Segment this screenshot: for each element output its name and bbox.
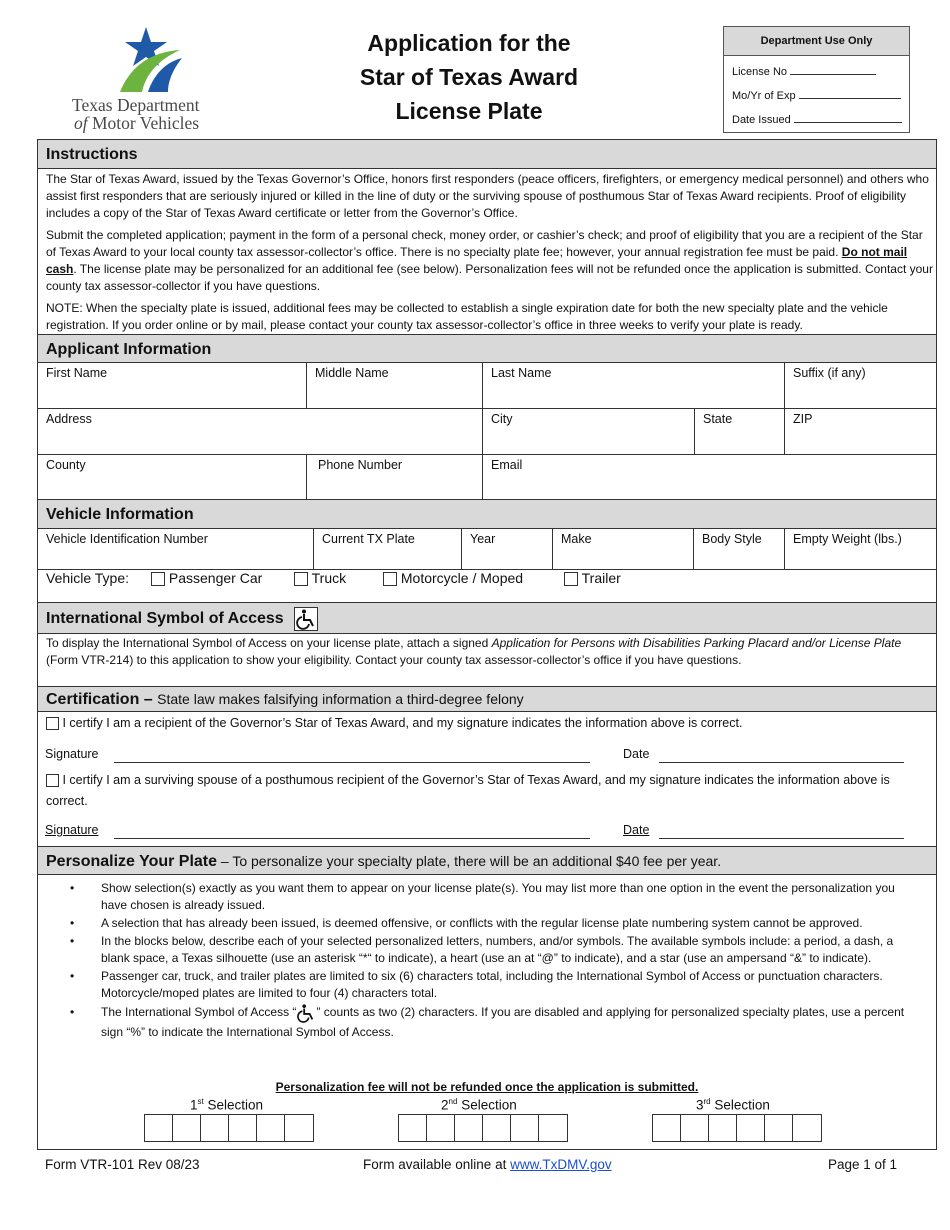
page-title [310,26,628,128]
phone-field[interactable] [307,455,483,500]
trailer-checkbox[interactable] [564,572,578,586]
bullet5-b: ” counts as two (2) characters. If you are disabled and applying for personalized specialty plates, use a percent sign “%” to indicate the International Symbol of Access. [101,1005,905,1039]
char-box[interactable] [145,1115,173,1141]
form-number: Form VTR-101 Rev 08/23 [45,1157,200,1172]
date-issued-label: Date Issued [732,114,791,126]
sel3-text: Selection [714,1097,770,1113]
char-box[interactable] [229,1115,257,1141]
char-box[interactable] [427,1115,455,1141]
phone-label: Phone Number [318,458,403,472]
cert1-row[interactable] [46,716,742,730]
char-box[interactable] [173,1115,201,1141]
title-line3: License Plate [395,98,543,124]
logo-line2: Motor Vehicles [92,113,200,133]
certification-title: Certification [46,691,140,708]
signature1-line[interactable] [114,762,590,763]
cert1-checkbox[interactable] [46,717,59,730]
char-box[interactable] [483,1115,511,1141]
instructions-p2b: . The license plate may be personalized for an additional fee (see below). Personalization fees will not be refunded once the application is submitted. Contact your county tax assessor-collector if you have questions. [46,262,933,293]
isa-text [46,635,906,669]
sel3-num: 3 [696,1097,704,1113]
form-available-text: Form available online at [363,1157,511,1172]
char-box[interactable] [455,1115,483,1141]
char-box[interactable] [539,1115,567,1141]
bullet-item: • A selection that has already been issued, is deemed offensive, or conflicts with the regular license plate numbering system cannot be approved. [70,915,920,932]
personalize-dash: – [217,853,233,869]
selection2-label [441,1097,517,1113]
isa-text-b: (Form VTR-214) to this application to show your eligibility. Contact your county tax assessor-collector’s office if you have questions. [46,653,742,667]
truck-label: Truck [311,570,347,586]
make-field[interactable] [553,529,694,570]
state-field[interactable] [695,409,785,455]
bullet-item [70,1003,920,1042]
selection1-label [190,1097,263,1113]
mo-yr-exp-label: Mo/Yr of Exp [732,90,796,102]
passenger-car-label: Passenger Car [168,570,263,586]
vehicle-type-label: Vehicle Type: [46,570,130,586]
state-label: State [703,412,733,426]
char-box[interactable] [511,1115,539,1141]
star-logo-icon [70,22,230,94]
passenger-car-checkbox[interactable] [151,572,165,586]
body-style-label: Body Style [702,532,762,546]
date1-line[interactable] [659,762,904,763]
char-box[interactable] [653,1115,681,1141]
certification-dash: – [139,691,158,708]
title-line2: Star of Texas Award [359,64,579,90]
selection3-boxes[interactable] [652,1114,822,1142]
motorcycle-checkbox[interactable] [383,572,397,586]
wheelchair-icon [294,607,318,631]
current-plate-field[interactable] [314,529,462,570]
first-name-label: First Name [46,366,108,380]
last-name-field[interactable] [483,363,785,409]
instructions-p2a: Submit the completed application; payment in the form of a personal check, money order, or cashier’s check; and proof of eligibility that you are a recipient of the Star of Texas Award to your local county tax assessor-collector’s office. There is no specialty plate fee; however, your annual registration fee must be paid. [46,228,923,259]
form-available [363,1157,612,1172]
city-label: City [491,412,513,426]
date2-label: Date [623,823,650,837]
first-name-field[interactable] [38,363,307,409]
date2-line[interactable] [659,838,904,839]
vehicle-heading [38,499,936,529]
logo-of: of [74,113,88,133]
refund-notice: Personalization fee will not be refunded once the application is submitted. [275,1080,699,1094]
sel1-text: Selection [207,1097,264,1113]
empty-weight-field[interactable] [785,529,936,570]
certification-sub: State law makes falsifying information a third-degree felony [157,691,524,707]
cert2-row[interactable] [46,770,926,812]
char-box[interactable] [765,1115,793,1141]
char-box[interactable] [681,1115,709,1141]
char-box[interactable] [737,1115,765,1141]
address-field[interactable] [38,409,483,455]
trailer-label: Trailer [581,570,621,586]
county-field[interactable] [38,455,307,500]
year-label: Year [470,532,496,546]
make-label: Make [561,532,592,546]
isa-form-name: Application for Persons with Disabilities Parking Placard and/or License Plate [491,636,902,650]
middle-name-label: Middle Name [315,366,389,380]
body-style-field[interactable] [694,529,785,570]
last-name-label: Last Name [491,366,552,380]
vehicle-type-passenger[interactable] [151,570,262,586]
sel2-sup: nd [448,1097,458,1106]
vin-field[interactable] [38,529,314,570]
vehicle-type-motorcycle[interactable] [383,570,523,586]
char-box[interactable] [257,1115,285,1141]
suffix-field[interactable] [785,363,936,409]
selection3-label [696,1097,770,1113]
empty-weight-label: Empty Weight (lbs.) [793,532,902,546]
middle-name-field[interactable] [307,363,483,409]
sel2-num: 2 [441,1097,449,1113]
bullet-item: • Passenger car, truck, and trailer plates are limited to six (6) characters total, including the International Symbol of Access or punctuation characters. Motorcycle/moped plates are limited to four (4) characters total. [70,968,920,1002]
char-box[interactable] [201,1115,229,1141]
cert1-text: I certify I am a recipient of the Governor’s Star of Texas Award, and my signature indicates the information above is correct. [62,716,743,730]
signature2-label: Signature [45,823,99,837]
title-line1: Application for the [367,30,571,56]
instructions-heading [38,139,936,169]
do-not-mail-cash: Do not mail cash [46,245,908,276]
instructions-p3: NOTE: When the specialty plate is issued, additional fees may be collected to establish a single expiration date for both the new specialty plate and the vehicle registration. If you order online or by mail, please contact your county tax assessor-collector’s office in three weeks to verify your plate is ready. [46,301,888,332]
wheelchair-icon [296,1003,316,1023]
city-field[interactable] [483,409,695,455]
char-box[interactable] [709,1115,737,1141]
char-box[interactable] [285,1115,313,1141]
vehicle-type-truck[interactable] [294,570,346,586]
sel3-sup: rd [703,1097,711,1106]
page-number: Page 1 of 1 [828,1157,898,1172]
sel1-num: 1 [190,1097,198,1113]
personalize-heading [38,846,936,875]
signature1-label: Signature [45,747,99,761]
personalize-sub: To personalize your specialty plate, there will be an additional $40 fee per year. [232,853,722,869]
certification-heading [38,686,936,712]
logo-line1: Texas Department [72,95,200,115]
license-no-field[interactable] [790,65,876,75]
department-use-box [723,26,910,133]
vin-label: Vehicle Identification Number [46,532,208,546]
sel2-text: Selection [461,1097,517,1113]
vehicle-title: Vehicle Information [46,506,194,523]
cert2-checkbox[interactable] [46,774,59,787]
zip-field[interactable] [785,409,936,455]
instructions-p1: The Star of Texas Award, issued by the Texas Governor’s Office, honors first responders (peace officers, firefighters, or emergency medical personnel) and others who assist first responders that are seriously injured or killed in the line of duty or the surviving spouse of posthumous Star of Texas Award recipients. Proof of eligibility includes a copy of the Star of Texas Award certificate or letter from the Governor’s Office. [46,172,929,220]
bullet-item: • Show selection(s) exactly as you want them to appear on your license plate(s). You may list more than one option in the event the personalization you have chosen is already issued. [70,880,920,914]
email-field[interactable] [483,455,936,500]
txdmv-link[interactable]: www.TxDMV.gov [510,1157,612,1172]
license-no-label: License No [732,66,788,78]
char-box[interactable] [399,1115,427,1141]
bullet-item: • In the blocks below, describe each of your selected personalized letters, numbers, and/or symbols. The available symbols include: a period, a dash, a blank space, a Texas silhouette (use an asterisk “*“ to indicate), a heart (use an at “@” to indicate), and a star (use an ampersand “&” to indicate). [70,933,920,967]
address-label: Address [46,412,92,426]
truck-checkbox[interactable] [294,572,308,586]
personalize-title: Personalize Your Plate [46,853,218,870]
char-box[interactable] [793,1115,821,1141]
selection1-boxes[interactable] [144,1114,314,1142]
vehicle-type-trailer[interactable] [564,570,621,586]
motorcycle-label: Motorcycle / Moped [400,570,524,586]
isa-heading [38,602,936,634]
department-use-heading: Department Use Only [724,27,909,56]
date1-label: Date [623,747,650,761]
current-plate-label: Current TX Plate [322,532,415,546]
applicant-title: Applicant Information [46,341,212,358]
date-issued-field[interactable] [794,113,902,123]
suffix-label: Suffix (if any) [793,366,866,380]
applicant-heading [38,334,936,363]
mo-yr-exp-field[interactable] [799,89,901,99]
signature2-line[interactable] [114,838,590,839]
personalize-bullets [70,880,920,1043]
sel1-sup: st [197,1097,204,1106]
year-field[interactable] [462,529,553,570]
zip-label: ZIP [793,412,813,426]
isa-title: International Symbol of Access [46,610,284,627]
email-label: Email [491,458,523,472]
bullet5-a: The International Symbol of Access “ [101,1005,297,1020]
instructions-p2 [46,227,934,295]
isa-text-a: To display the International Symbol of Access on your license plate, attach a signed [46,636,492,650]
selection2-boxes[interactable] [398,1114,568,1142]
county-label: County [46,458,86,472]
instructions-title: Instructions [46,146,138,163]
cert2-text: I certify I am a surviving spouse of a posthumous recipient of the Governor’s Star of Texas Award, and my signature indicates the information above is correct. [46,773,890,808]
txdmv-logo [70,22,230,134]
